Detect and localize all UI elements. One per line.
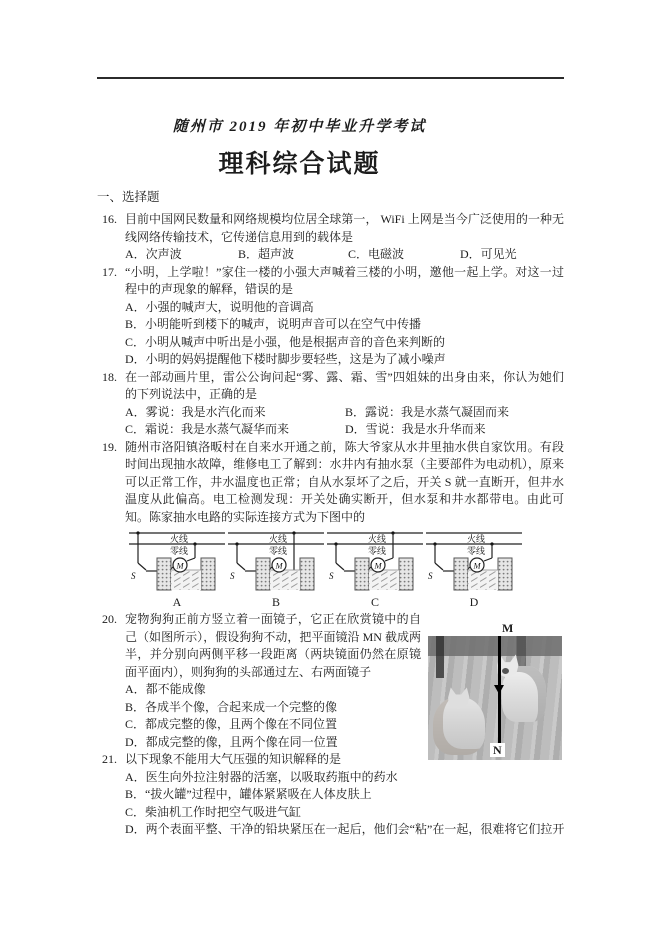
option-text: 都不能成像 (145, 682, 206, 696)
question-number: 20. (102, 612, 117, 626)
option-label: A． (125, 404, 146, 419)
question-number: 16. (102, 212, 117, 226)
option-text: 雪说：我是水升华而来 (365, 422, 486, 436)
option-label: D． (125, 352, 146, 366)
option-b (345, 404, 564, 422)
switch-label: S (428, 571, 433, 581)
mirror-line-top-label: M (502, 621, 514, 635)
mirror-line-bottom-label: N (490, 743, 505, 757)
circuit-option-c (327, 528, 423, 609)
live-wire-label: 火线 (268, 534, 288, 544)
option-text: 电磁波 (368, 247, 405, 261)
option-label: D． (460, 247, 481, 261)
option-a (125, 404, 345, 422)
options-list (125, 299, 564, 369)
option-b (125, 786, 564, 804)
question-stem: 目前中国网民数量和网络规模均位居全球第一， WiFi 上网是当今广泛使用的一种无线网络传输技术，它传递信息用到的载体是 (125, 212, 564, 244)
circuit-letter: A (172, 595, 182, 609)
option-d (460, 246, 517, 264)
mirror-cut-line (498, 636, 501, 755)
option-text: 露说：我是水蒸气凝固而来 (365, 404, 510, 419)
motor-label: M (176, 560, 184, 571)
option-text: 小明的妈妈提醒他下楼时脚步要轻些，这是为了减小噪声 (145, 352, 446, 366)
option-text: “拔火罐”过程中，罐体紧紧吸在人体皮肤上 (145, 787, 372, 801)
live-wire-label: 火线 (367, 534, 387, 544)
question-list (97, 211, 564, 839)
option-label: A． (125, 247, 146, 261)
live-wire-label: 火线 (466, 534, 486, 544)
options-grid (125, 404, 564, 439)
option-b (125, 316, 564, 334)
header-rule (97, 77, 564, 79)
question-17 (97, 264, 564, 369)
motor-label: M (275, 560, 283, 571)
circuit-option-b (228, 528, 324, 609)
option-a (125, 246, 238, 264)
section-title: 一、选择题 (97, 190, 160, 204)
option-text: 都成完整的像，且两个像在不同位置 (145, 717, 338, 731)
motor-label: M (473, 560, 481, 571)
option-c (125, 421, 345, 439)
neutral-wire-label: 零线 (169, 546, 189, 556)
paper-header (97, 117, 502, 179)
option-text: 雾说：我是水汽化而来 (145, 404, 266, 419)
option-d (345, 421, 564, 439)
option-a (125, 299, 564, 317)
option-text: 柴油机工作时把空气吸进气缸 (145, 804, 302, 819)
options-list (125, 769, 564, 839)
option-label: A． (125, 769, 146, 784)
switch-label: S (131, 571, 136, 581)
circuit-option-a (129, 528, 225, 609)
circuit-letter: C (370, 595, 379, 609)
option-text: 小明能听到楼下的喊声，说明声音可以在空气中传播 (145, 317, 422, 331)
option-a (125, 769, 564, 787)
circuit-diagram-c (327, 528, 423, 594)
circuit-diagram-d (426, 528, 522, 594)
switch-label: S (230, 571, 235, 581)
option-text: 各成半个像，合起来成一个完整的像 (145, 699, 338, 714)
option-label: B． (238, 247, 259, 261)
option-label: C． (125, 717, 146, 731)
question-20 (97, 611, 564, 757)
option-text: 两个表面平整、干净的铅块紧压在一起后，他们会“粘”在一起，很难将它们拉开 (145, 822, 565, 836)
switch-label: S (329, 571, 334, 581)
question-stem: 在一部动画片里，雷公公询问起“雾、露、霜、雪”四姐妹的出身由来，你认为她们的下列说法中，正确的是 (125, 369, 564, 401)
option-label: D． (345, 422, 366, 436)
question-number: 18. (102, 369, 117, 384)
live-wire-label: 火线 (169, 534, 189, 544)
option-label: B． (125, 699, 146, 714)
option-label: D． (125, 734, 146, 749)
option-label: B． (345, 404, 366, 419)
option-label: C． (125, 422, 146, 436)
option-text: 小明从喊声中听出是小强，他是根据声音的音色来判断的 (145, 334, 446, 349)
option-c (125, 804, 564, 822)
question-stem: 以下现象不能用大气压强的知识解释的是 (125, 752, 342, 766)
exam-title: 随州市 2019 年初中毕业升学考试 (172, 119, 427, 135)
dog-photo (428, 636, 562, 760)
motor-label: M (374, 560, 382, 571)
option-text: 医生向外拉注射器的活塞，以吸取药瓶中的药水 (145, 769, 398, 784)
question-number: 19. (102, 439, 117, 454)
circuit-options (129, 528, 525, 609)
question-stem: 宠物狗狗正前方竖立着一面镜子，它正在欣赏镜中的自己（如图所示），假设狗狗不动，把平面镜沿 MN 截成两半，并分别向两侧平移一段距离（两块镜面仍然在原镜面平面内），则狗狗的头部通过左、右两面镜子 (125, 612, 421, 679)
figure-dog-mirror (428, 621, 562, 760)
neutral-wire-label: 零线 (367, 546, 387, 556)
option-label: B． (125, 317, 146, 331)
circuit-letter: D (469, 595, 479, 609)
option-c (348, 246, 460, 264)
option-label: D． (125, 822, 146, 836)
circuit-option-d (426, 528, 522, 609)
question-18 (97, 369, 564, 439)
option-text: 可见光 (480, 247, 517, 261)
neutral-wire-label: 零线 (268, 546, 288, 556)
question-21 (97, 751, 564, 839)
circuit-letter: B (271, 595, 280, 609)
options-row (125, 246, 564, 264)
option-label: B． (125, 787, 146, 801)
circuit-diagram-a (129, 528, 225, 594)
option-text: 霜说：我是水蒸气凝华而来 (145, 422, 290, 436)
question-stem: “小明，上学啦！”家住一楼的小强大声喊着三楼的小明，邀他一起上学。对这一过程中的声现象的解释，错误的是 (125, 264, 564, 296)
option-text: 次声波 (145, 247, 182, 261)
option-label: C． (125, 804, 146, 819)
option-d (125, 821, 564, 839)
option-label: C． (125, 334, 146, 349)
option-label: A． (125, 299, 146, 314)
paper-title: 理科综合试题 (218, 150, 381, 178)
dog-reflection-shape (433, 697, 485, 755)
option-label: A． (125, 682, 146, 696)
circuit-diagram-b (228, 528, 324, 594)
dog-shape (502, 666, 546, 722)
option-text: 都成完整的像，且两个像在同一位置 (145, 734, 338, 749)
question-19 (97, 439, 564, 612)
option-text: 超声波 (258, 247, 295, 261)
question-16 (97, 211, 564, 264)
question-stem: 随州市洛阳镇洛畈村在自来水开通之前，陈大爷家从水井里抽水供自家饮用。有段时间出现抽水故障，维修电工了解到：水井内有抽水泵（主要部件为电动机），原来可以正常工作，井水温度也正常；自从水泵坏了之后，开关 S 就一直断开，但井水温度从此偏高。电工检测发现：开关处确实断开，但水泵和井水都带电。由此可知。陈家抽水电路的实际连接方式为下图中的 (125, 439, 564, 524)
option-c (125, 334, 564, 352)
option-d (125, 351, 564, 369)
question-number: 21. (102, 752, 117, 766)
option-label: C． (348, 247, 369, 261)
option-text: 小强的喊声大，说明他的音调高 (145, 299, 314, 314)
question-number: 17. (102, 264, 117, 279)
neutral-wire-label: 零线 (466, 546, 486, 556)
option-b (238, 246, 348, 264)
